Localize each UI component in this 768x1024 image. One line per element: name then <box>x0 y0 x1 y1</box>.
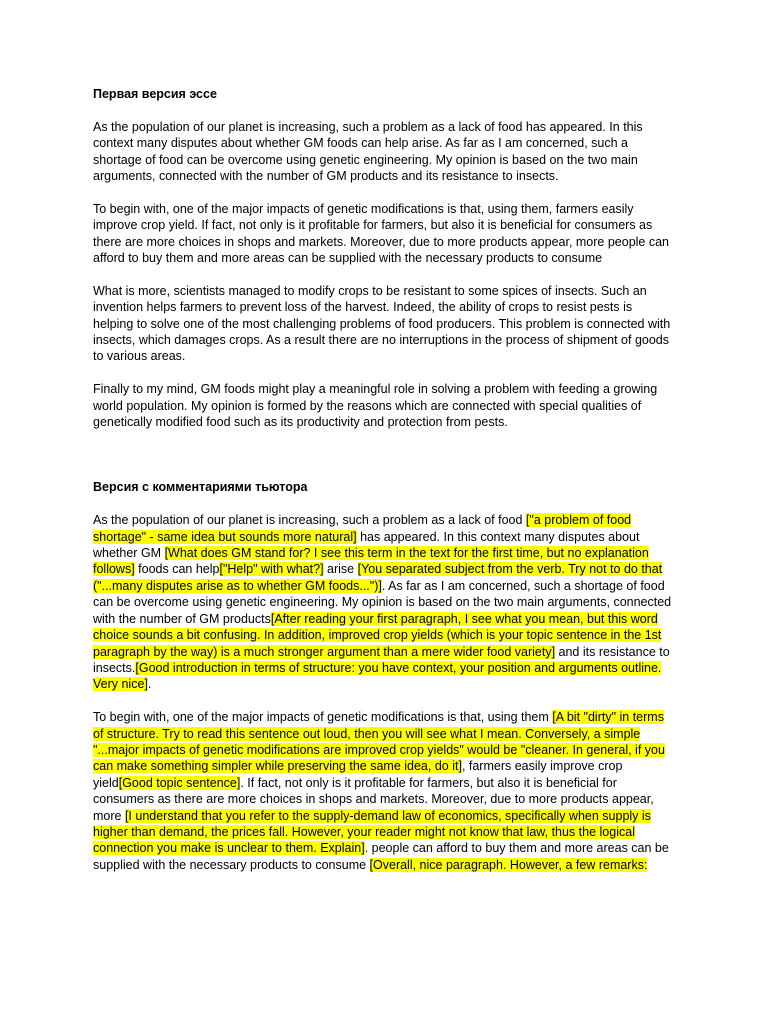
essay-text: To begin with, one of the major impacts of genetic modifications is that, using them <box>93 710 553 725</box>
section1-paragraph-1: As the population of our planet is increasing, such a problem as a lack of food has appeared. In this context many disputes about whether GM foods can help arise. As far as I am concerned, such a shortage of food can be overcome using genetic engineering. My opinion is based on the two main arguments, connected with the number of GM products and its resistance to insects. <box>93 119 643 184</box>
section2-heading: Версия с комментариями тьютора <box>93 480 308 495</box>
section1-paragraph-2: To begin with, one of the major impacts of genetic modifications is that, using them, farmers easily improve crop yield. If fact, not only is it profitable for farmers, but also it is beneficial for consumers as there are more choices in shops and markets. Moreover, due to more products appear, more people can afford to buy them and more areas can be supplied with the necessary products to consume <box>93 201 670 266</box>
essay-text: and its resistance to insects. <box>93 644 670 675</box>
section2-paragraph-2 <box>93 709 675 873</box>
essay-text: . As far as I am concerned, such a shortage of food can be overcome using genetic engineering. My opinion is based on the two main arguments, connected with the number of GM products <box>93 578 672 626</box>
tutor-comment: ["Help" with what?] <box>219 562 324 577</box>
section2-paragraph-1 <box>93 512 675 692</box>
tutor-comment: [Overall, nice paragraph. However, a few remarks: <box>369 857 648 872</box>
tutor-comment: ["a problem of food shortage" - same idea but sounds more natural] <box>93 513 632 544</box>
tutor-comment: [Good topic sentence] <box>118 775 241 790</box>
essay-text: foods can help <box>134 562 220 577</box>
tutor-comment: [After reading your first paragraph, I see what you mean, but this word choice sounds a bit confusing. In addition, improved crop yields (which is your topic sentence in the 1st paragraph by the way) is a much stronger argument than a mere wider food variety] <box>93 611 662 659</box>
section1-paragraph-4: Finally to my mind, GM foods might play a meaningful role in solving a problem with feeding a growing world population. My opinion is formed by the reasons which are connected with special qualities of genetically modified food such as its productivity and protection from pests. <box>93 382 658 430</box>
essay-text: , farmers easily improve crop yield <box>93 759 623 790</box>
essay-text: As the population of our planet is increasing, such a problem as a lack of food <box>93 513 526 528</box>
essay-text: has appeared. In this context many disputes about whether GM <box>93 529 640 561</box>
essay-text: arise <box>323 562 358 577</box>
tutor-comment: [What does GM stand for? I see this term in the text for the first time, but no explanation follows] <box>93 546 649 577</box>
essay-text: . If fact, not only is it profitable for farmers, but also it is beneficial for consumers as there are more choices in shops and markets. Moreover, due to more products appear, more <box>93 775 654 823</box>
document-content <box>93 86 675 873</box>
tutor-comment: [Good introduction in terms of structure: you have context, your position and arguments outline. Very nice] <box>93 660 662 692</box>
essay-text: . <box>147 677 152 692</box>
tutor-comment: [I understand that you refer to the supply-demand law of economics, specifically when supply is higher than demand, the prices fall. However, your reader might not know that law, thus the logical connection you make is unclear to them. Explain] <box>93 808 651 856</box>
tutor-comment: [You separated subject from the verb. Try not to do that ("...many disputes arise as to whether GM foods...")] <box>93 562 663 593</box>
section1-heading: Первая версия эссе <box>93 87 217 101</box>
tutor-comment: [A bit "dirty" in terms of structure. Try to read this sentence out loud, then you will see what I mean. Conversely, a simple "...major impacts of genetic modifications are improved crop yields" would be "cleaner. In general, if you can make something simpler while preserving the same idea, do it] <box>93 710 665 774</box>
essay-text: . people can afford to buy them and more areas can be supplied with the necessary products to consume <box>93 841 669 872</box>
section1-paragraph-3: What is more, scientists managed to modify crops to be resistant to some spices of insects. Such an invention helps farmers to prevent loss of the harvest. Indeed, the ability of crops to resist pests is helping to solve one of the most challenging problems of food producers. This problem is connected with insects, which damages crops. As a result there are no interruptions in the process of shipment of goods to various areas. <box>93 283 671 364</box>
